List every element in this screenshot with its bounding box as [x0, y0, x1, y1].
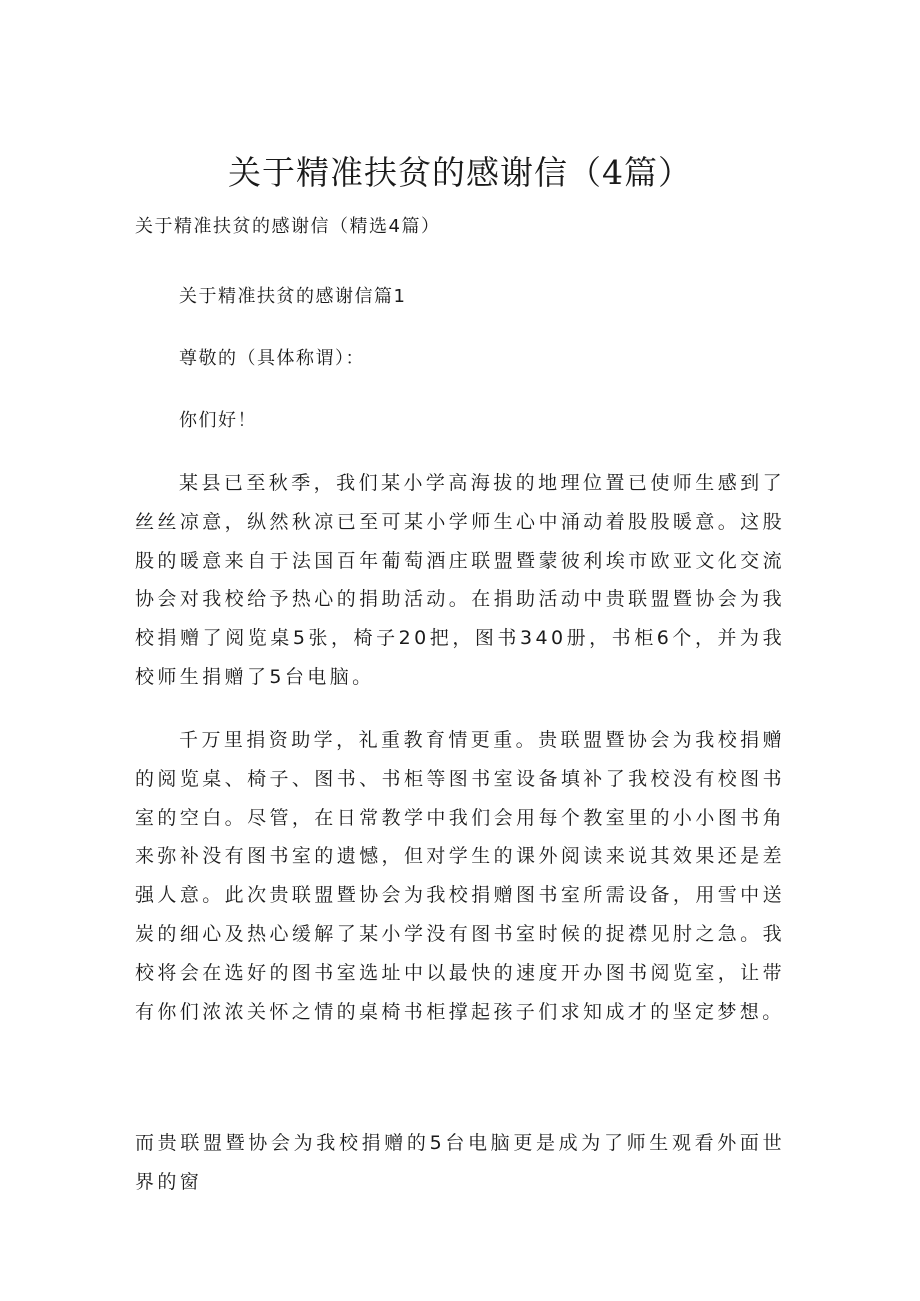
salutation: 尊敬的（具体称谓）： — [179, 348, 365, 369]
body-paragraph-2: 千万里捐资助学，礼重教育情更重。贵联盟暨协会为我校捐赠的阅览桌、椅子、图书、书柜等图书室设备填补了我校没有校图书室的空白。尽管，在日常教学中我们会用每个教室里的小小图书角来弥补没有图书室的遗憾，但对学生的课外阅读来说其效果还是差强人意。此次贵联盟暨协会为我校捐赠图书室所需设备，用雪中送炭的细心及热心缓解了某小学没有图书室时候的捉襟见肘之急。我校将会在选好的图书室选址中以最快的速度开办图书阅览室，让带有你们浓浓关怀之情的桌椅书柜撑起孩子们求知成才的坚定梦想。 — [135, 729, 785, 1023]
document-title: 关于精准扶贫的感谢信（4篇） — [228, 153, 692, 192]
greeting: 你们好！ — [179, 410, 257, 431]
section-heading: 关于精准扶贫的感谢信篇1 — [179, 286, 407, 307]
body-paragraph-3: 而贵联盟暨协会为我校捐赠的5台电脑更是成为了师生观看外面世界的窗 — [135, 1132, 785, 1193]
document-subtitle: 关于精准扶贫的感谢信（精选4篇） — [135, 216, 441, 237]
body-paragraph-1: 某县已至秋季，我们某小学高海拔的地理位置已使师生感到了丝丝凉意，纵然秋凉已至可某小学师生心中涌动着股股暖意。这股股的暖意来自于法国百年葡萄酒庄联盟暨蒙彼利埃市欧亚文化交流协会对我校给予热心的捐助活动。在捐助活动中贵联盟暨协会为我校捐赠了阅览桌5张，椅子20把，图书340册，书柜6个，并为我校师生捐赠了5台电脑。 — [135, 472, 785, 688]
